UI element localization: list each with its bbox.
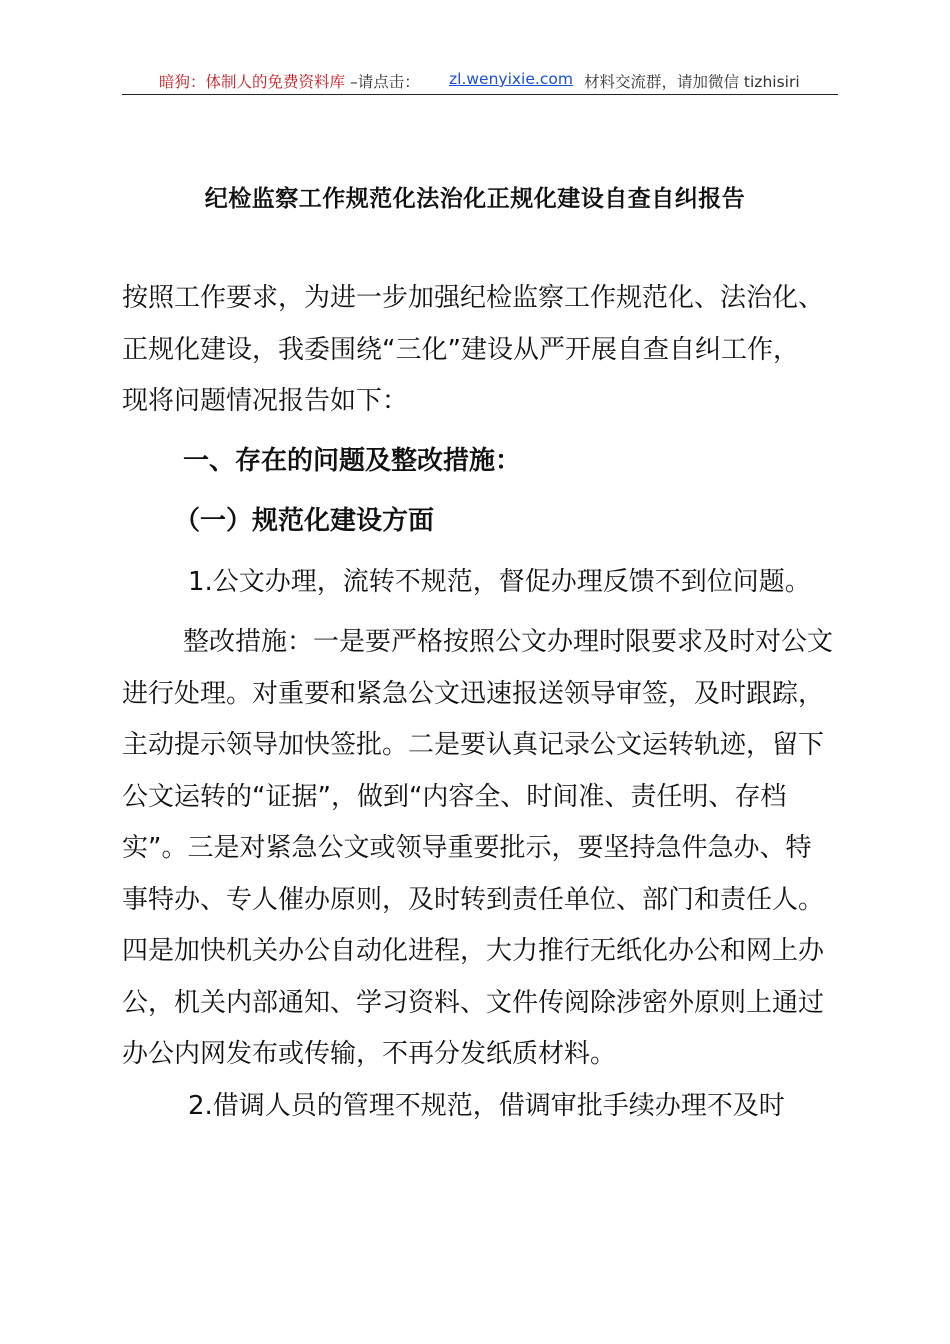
measures-line: 办公内网发布或传输，不再分发纸质材料。 — [122, 1039, 617, 1069]
measures-line: 公文运转的“证据”，做到“内容全、时间准、责任明、存档 — [122, 781, 787, 812]
document-title: 纪检监察工作规范化法治化正规化建设自查自纠报告 — [204, 186, 746, 212]
measures-line: 事特办、专人催办原则，及时转到责任单位、部门和责任人。 — [122, 884, 825, 915]
header-wechat-info: 材料交流群，请加微信 tizhisiri — [584, 73, 800, 91]
header-prompt: –请点击： — [350, 73, 420, 91]
measures-line: 实”。三是对紧急公文或领导重要批示，要坚持急件急办、特 — [122, 833, 812, 863]
measures-paragraph — [122, 617, 833, 1081]
measures-line: 主动提示领导加快签批。二是要认真记录公文运转轨迹，留下 — [122, 730, 825, 760]
section-heading: 一、存在的问题及整改措施： — [183, 446, 522, 476]
item-heading: 1.公文办理，流转不规范，督促办理反馈不到位问题。 — [188, 567, 811, 597]
header-link[interactable]: zl.wenyixie.com — [449, 70, 573, 88]
header-site-name: 暗狗：体制人的免费资料库 — [159, 73, 346, 91]
intro-paragraph — [122, 273, 824, 428]
intro-line: 正规化建设，我委围绕“三化”建设从严开展自查自纠工作， — [122, 334, 799, 365]
item-heading: 2.借调人员的管理不规范，借调审批手续办理不及时 — [188, 1091, 785, 1121]
measures-line: 四是加快机关办公自动化进程，大力推行无纸化办公和网上办 — [122, 936, 825, 966]
intro-line: 按照工作要求，为进一步加强纪检监察工作规范化、法治化、 — [122, 283, 825, 313]
page-header — [122, 66, 838, 95]
intro-line: 现将问题情况报告如下： — [122, 386, 409, 416]
subsection-heading: （一）规范化建设方面 — [174, 506, 435, 536]
measures-line: 整改措施：一是要严格按照公文办理时限要求及时对公文 — [183, 627, 834, 657]
measures-line: 进行处理。对重要和紧急公文迅速报送领导审签，及时跟踪， — [122, 678, 825, 709]
measures-line: 公，机关内部通知、学习资料、文件传阅除涉密外原则上通过 — [122, 987, 825, 1018]
